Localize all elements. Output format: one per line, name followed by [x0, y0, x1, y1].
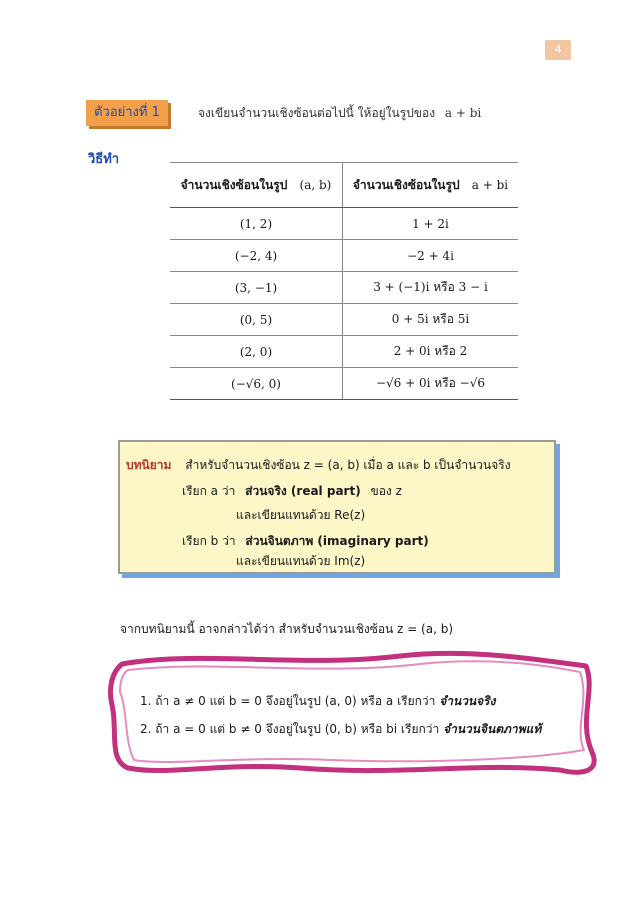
definition-line-2 [182, 482, 402, 501]
note-text: 2. ถ้า a = 0 แต่ b ≠ 0 จึงอยู่ในรูป (0, b) หรือ bi เรียกว่า [140, 722, 440, 736]
definition-text-1: สำหรับจำนวนเชิงซ้อน z = (a, b) เมื่อ a และ b เป็นจำนวนจริง [185, 458, 511, 472]
list-item [140, 692, 541, 720]
example-label: ตัวอย่างที่ 1 [86, 100, 168, 126]
table-row [170, 208, 518, 240]
conclusion-text: จากบทนิยามนี้ อาจกล่าวได้ว่า สำหรับจำนวนเชิงซ้อน z = (a, b) [120, 622, 454, 636]
table-row [170, 368, 518, 400]
definition-keyword: บทนิยาม [126, 458, 172, 472]
instruction-math: a + bi [444, 106, 482, 120]
imaginary-part-term: ส่วนจินตภาพ (imaginary part) [245, 534, 429, 548]
example-instruction [198, 104, 481, 123]
form-cell: 1 + 2i [343, 208, 519, 240]
header-right-math: a + bi [471, 177, 509, 192]
table-row [170, 240, 518, 272]
form-cell: −√6 + 0i หรือ −√6 [343, 368, 519, 400]
pair-cell: (2, 0) [170, 336, 343, 368]
definition-text-2a: เรียก a ว่า [182, 484, 236, 498]
solution-label: วิธีทำ [88, 152, 120, 167]
conversion-table [170, 162, 518, 400]
header-right [343, 163, 519, 208]
form-cell: −2 + 4i [343, 240, 519, 272]
header-left-text: จำนวนเชิงซ้อนในรูป [180, 177, 288, 192]
pair-cell: (−√6, 0) [170, 368, 343, 400]
note-text: 1. ถ้า a ≠ 0 แต่ b = 0 จึงอยู่ในรูป (a, 0) หรือ a เรียกว่า [140, 694, 436, 708]
instruction-text: จงเขียนจำนวนเชิงซ้อนต่อไปนี้ ให้อยู่ในรูปของ [198, 106, 436, 120]
pair-cell: (3, −1) [170, 272, 343, 304]
header-left [170, 163, 343, 208]
pair-cell: (1, 2) [170, 208, 343, 240]
definition-line-5: และเขียนแทนด้วย Im(z) [236, 554, 366, 568]
form-cell: 2 + 0i หรือ 2 [343, 336, 519, 368]
header-left-math: (a, b) [299, 177, 332, 192]
table-header-row [170, 163, 518, 208]
definition-box [118, 440, 556, 574]
page-number: 4 [545, 40, 571, 60]
form-cell: 3 + (−1)i หรือ 3 − i [343, 272, 519, 304]
list-item [140, 720, 541, 748]
table-row [170, 304, 518, 336]
notes-list [140, 692, 541, 748]
definition-text-2c: ของ z [370, 484, 402, 498]
pair-cell: (0, 5) [170, 304, 343, 336]
form-cell: 0 + 5i หรือ 5i [343, 304, 519, 336]
definition-line-4 [182, 532, 429, 551]
header-right-text: จำนวนเชิงซ้อนในรูป [352, 177, 460, 192]
table-row [170, 272, 518, 304]
pair-cell: (−2, 4) [170, 240, 343, 272]
note-term: จำนวนจริง [439, 694, 496, 708]
real-part-term: ส่วนจริง (real part) [245, 484, 361, 498]
definition-text-4a: เรียก b ว่า [182, 534, 236, 548]
definition-line-1 [126, 456, 511, 475]
table-row [170, 336, 518, 368]
note-term: จำนวนจินตภาพแท้ [443, 722, 542, 736]
definition-line-3: และเขียนแทนด้วย Re(z) [236, 508, 366, 522]
